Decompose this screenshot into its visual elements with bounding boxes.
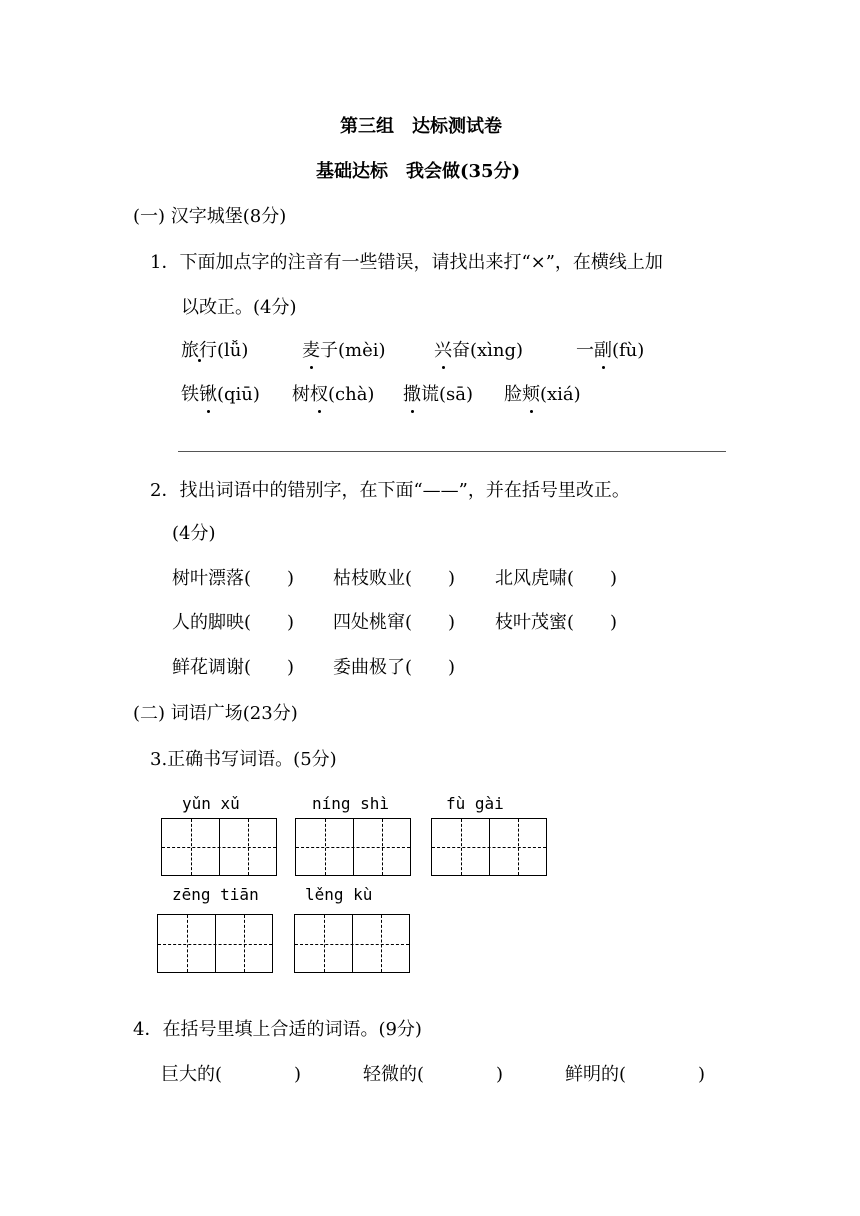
- question-1-line-1: 1．下面加点字的注音有一些错误，请找出来打“×”，在横线上加: [150, 252, 663, 273]
- question-3-title: 3.正确书写词语。(5分): [150, 749, 337, 770]
- word-correction-item: 北风虎啸( ): [495, 568, 618, 589]
- pinyin-item: 脸颊(xiá): [504, 384, 581, 405]
- word-correction-item: 鲜花调谢( ): [172, 657, 295, 678]
- question-4-title: 4．在括号里填上合适的词语。(9分): [133, 1019, 422, 1040]
- pinyin-item: 兴奋(xìng): [434, 340, 524, 361]
- word-correction-item: 树叶漂落( ): [172, 568, 295, 589]
- pinyin-item: 旅行(lǚ): [181, 340, 249, 361]
- pinyin-item: 麦子(mèi): [302, 340, 386, 361]
- pinyin-label: zēng tiān: [172, 885, 259, 904]
- pinyin-label: lěng kù: [305, 885, 373, 904]
- pinyin-label: yǔn xǔ: [182, 794, 240, 813]
- writing-grid[interactable]: [157, 914, 273, 973]
- pinyin-item: 树杈(chà): [292, 384, 375, 405]
- fill-in-item: 鲜明的( ): [565, 1064, 706, 1085]
- pinyin-label: níng shì: [312, 794, 390, 813]
- answer-line[interactable]: [178, 451, 726, 452]
- fill-in-item: 轻微的( ): [363, 1064, 504, 1085]
- word-correction-item: 委曲极了( ): [333, 657, 456, 678]
- question-1-line-2: 以改正。(4分): [181, 297, 297, 318]
- fill-in-item: 巨大的( ): [161, 1064, 302, 1085]
- writing-grid[interactable]: [294, 914, 410, 973]
- section-one-heading: (一) 汉字城堡(8分): [133, 206, 287, 227]
- page-title: 第三组 达标测试卷: [340, 116, 502, 137]
- pinyin-label: fù gài: [446, 794, 504, 813]
- section-two-heading: (二) 词语广场(23分): [133, 703, 298, 724]
- pinyin-item: 铁锹(qiū): [181, 384, 260, 405]
- writing-grid[interactable]: [161, 818, 277, 876]
- pinyin-item: 一副(fù): [576, 340, 645, 361]
- word-correction-item: 枯枝败业( ): [333, 568, 456, 589]
- word-correction-item: 四处桃窜( ): [333, 612, 456, 633]
- writing-grid[interactable]: [431, 818, 547, 876]
- question-2-line-2: (4分): [172, 523, 216, 544]
- writing-grid[interactable]: [295, 818, 411, 876]
- section-heading-basic: 基础达标 我会做(35分): [316, 161, 521, 182]
- word-correction-item: 枝叶茂蜜( ): [495, 612, 618, 633]
- question-2-line-1: 2．找出词语中的错别字，在下面“——”，并在括号里改正。: [150, 480, 630, 501]
- pinyin-item: 撒谎(sā): [403, 384, 474, 405]
- word-correction-item: 人的脚映( ): [172, 612, 295, 633]
